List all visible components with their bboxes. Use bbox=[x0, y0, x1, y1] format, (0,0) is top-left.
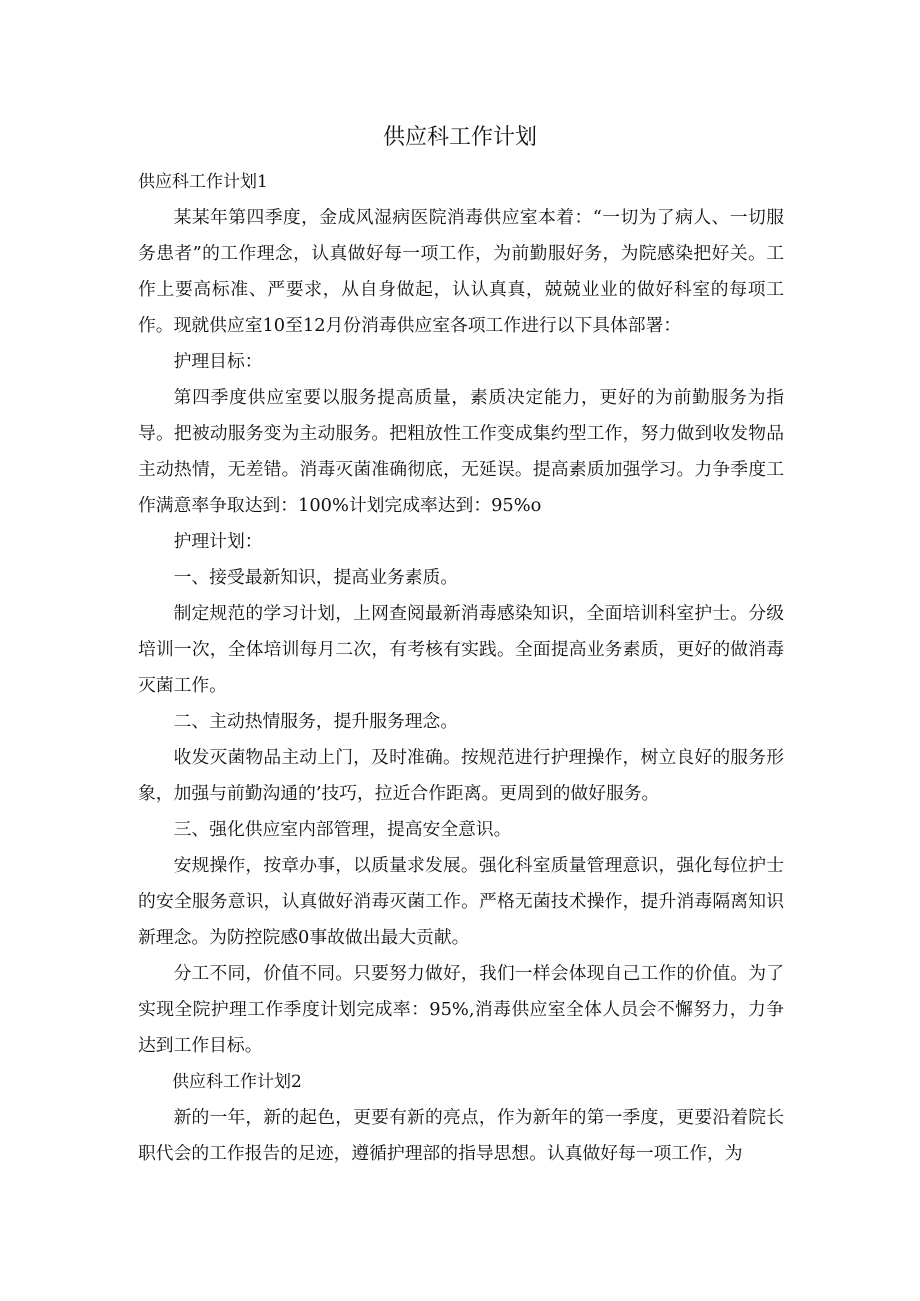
paragraph-conclusion: 分工不同，价值不同。只要努力做好，我们一样会体现自己工作的价值。为了实现全院护理工作季度计划完成率：95%,消毒供应室全体人员会不懈努力，力争达到工作目标。 bbox=[138, 963, 784, 1056]
plan-item-1-heading: 一、接受最新知识，提高业务素质。 bbox=[173, 567, 459, 588]
document-title: 供应科工作计划 bbox=[382, 125, 537, 150]
plan-item-2-heading: 二、主动热情服务，提升服务理念。 bbox=[173, 711, 459, 732]
section-heading-2: 供应科工作计划2 bbox=[172, 1072, 302, 1092]
paragraph-nursing-goal: 第四季度供应室要以服务提高质量，素质决定能力，更好的为前勤服务为指导。把被动服务变为主动服务。把粗放性工作变成集约型工作，努力做到收发物品主动热情，无差错。消毒灭菌准确彻底，无延误。提高素质加强学习。力争季度工作满意率争取达到：100%计划完成率达到：95%o bbox=[138, 387, 784, 516]
plan-item-3-body: 安规操作，按章办事，以质量求发展。强化科室质量管理意识，强化每位护士的安全服务意识，认真做好消毒灭菌工作。严格无菌技术操作，提升消毒隔离知识新理念。为防控院感0事故做出最大贡献。 bbox=[138, 855, 784, 948]
plan-item-1-body: 制定规范的学习计划，上网查阅最新消毒感染知识，全面培训科室护士。分级培训一次，全体培训每月二次，有考核有实践。全面提高业务素质，更好的做消毒灭菌工作。 bbox=[138, 603, 784, 696]
paragraph-intro: 某某年第四季度，金成风湿病医院消毒供应室本着：“一切为了病人、一切服务患者”的工作理念，认真做好每一项工作，为前勤服好务，为院感染把好关。工作上要高标准、严要求，从自身做起，认认真真，兢兢业业的做好科室的每项工作。现就供应室10至12月份消毒供应室各项工作进行以下具体部署： bbox=[138, 207, 784, 336]
heading-nursing-plan: 护理计划： bbox=[173, 531, 263, 552]
plan-item-2-body: 收发灭菌物品主动上门，及时准确。按规范进行护理操作，树立良好的服务形象，加强与前勤沟通的’技巧，拉近合作距离。更周到的做好服务。 bbox=[138, 747, 784, 804]
section-heading-1: 供应科工作计划1 bbox=[138, 172, 268, 192]
heading-nursing-goal: 护理目标： bbox=[173, 351, 263, 372]
document-body bbox=[138, 164, 784, 1172]
paragraph-section-2-intro: 新的一年，新的起色，更要有新的亮点，作为新年的第一季度，更要沿着院长职代会的工作报告的足迹，遵循护理部的指导思想。认真做好每一项工作，为 bbox=[138, 1107, 784, 1164]
plan-item-3-heading: 三、强化供应室内部管理，提高安全意识。 bbox=[173, 819, 512, 840]
